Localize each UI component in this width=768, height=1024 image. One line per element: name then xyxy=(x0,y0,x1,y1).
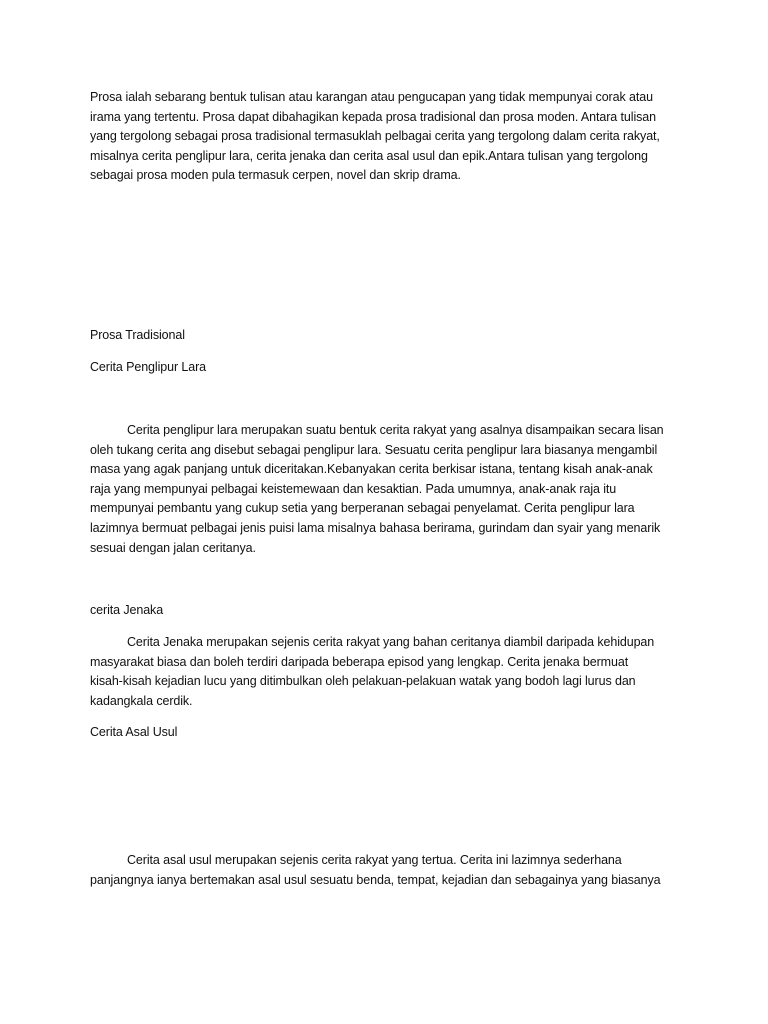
jenaka-paragraph xyxy=(90,633,682,711)
penglipur-lara-line: lazimnya bermuat pelbagai jenis puisi lama misalnya bahasa berirama, gurindam dan syair yang menarik xyxy=(90,520,661,535)
heading-jenaka: cerita Jenaka xyxy=(90,603,164,617)
asal-usul-line: panjangnya ianya bertemakan asal usul sesuatu benda, tempat, kejadian dan sebagainya yang biasanya xyxy=(90,872,661,887)
penglipur-lara-line: mempunyai pembantu yang cukup setia yang berperanan sebagai penyelamat. Cerita penglipur lara xyxy=(90,501,635,516)
heading-prosa-tradisional: Prosa Tradisional xyxy=(90,328,185,342)
heading-asal-usul: Cerita Asal Usul xyxy=(90,725,178,739)
jenaka-line: kisah-kisah kejadian lucu yang ditimbulkan oleh pelakuan-pelakuan watak yang bodoh lagi lurus dan xyxy=(90,674,636,689)
penglipur-lara-line: oleh tukang cerita ang disebut sebagai penglipur lara. Sesuatu cerita penglipur lara biasanya mengambil xyxy=(90,442,658,457)
jenaka-line: Cerita Jenaka merupakan sejenis cerita rakyat yang bahan ceritanya diambil daripada kehidupan xyxy=(127,635,655,649)
asal-usul-paragraph xyxy=(90,851,682,890)
penglipur-lara-paragraph xyxy=(90,421,682,558)
penglipur-lara-line: raja yang mempunyai pelbagai keistemewaan dan kesaktian. Pada umumnya, anak-anak raja itu xyxy=(90,481,617,496)
penglipur-lara-line: sesuai dengan jalan ceritanya. xyxy=(90,540,256,555)
intro-line: misalnya cerita penglipur lara, cerita jenaka dan cerita asal usul dan epik.Antara tulisan yang tergolong xyxy=(90,148,648,163)
intro-line: irama yang tertentu. Prosa dapat dibahagikan kepada prosa tradisional dan prosa moden. Antara tulisan xyxy=(90,109,656,124)
jenaka-line: kadangkala cerdik. xyxy=(90,693,193,708)
intro-paragraph xyxy=(90,88,682,186)
intro-line: yang tergolong sebagai prosa tradisional termasuklah pelbagai cerita yang tergolong dalam cerita rakyat, xyxy=(90,129,660,144)
penglipur-lara-line: Cerita penglipur lara merupakan suatu bentuk cerita rakyat yang asalnya disampaikan secara lisan xyxy=(127,423,664,437)
jenaka-line: masyarakat biasa dan boleh terdiri daripada beberapa episod yang lengkap. Cerita jenaka bermuat xyxy=(90,654,629,669)
penglipur-lara-line: masa yang agak panjang untuk diceritakan.Kebanyakan cerita berkisar istana, tentang kisah anak-anak xyxy=(90,462,653,477)
heading-penglipur-lara: Cerita Penglipur Lara xyxy=(90,360,207,374)
intro-line: sebagai prosa moden pula termasuk cerpen, novel dan skrip drama. xyxy=(90,168,461,183)
intro-line: Prosa ialah sebarang bentuk tulisan atau karangan atau pengucapan yang tidak mempunyai corak atau xyxy=(90,90,653,104)
asal-usul-line: Cerita asal usul merupakan sejenis cerita rakyat yang tertua. Cerita ini lazimnya sederhana xyxy=(127,853,622,867)
